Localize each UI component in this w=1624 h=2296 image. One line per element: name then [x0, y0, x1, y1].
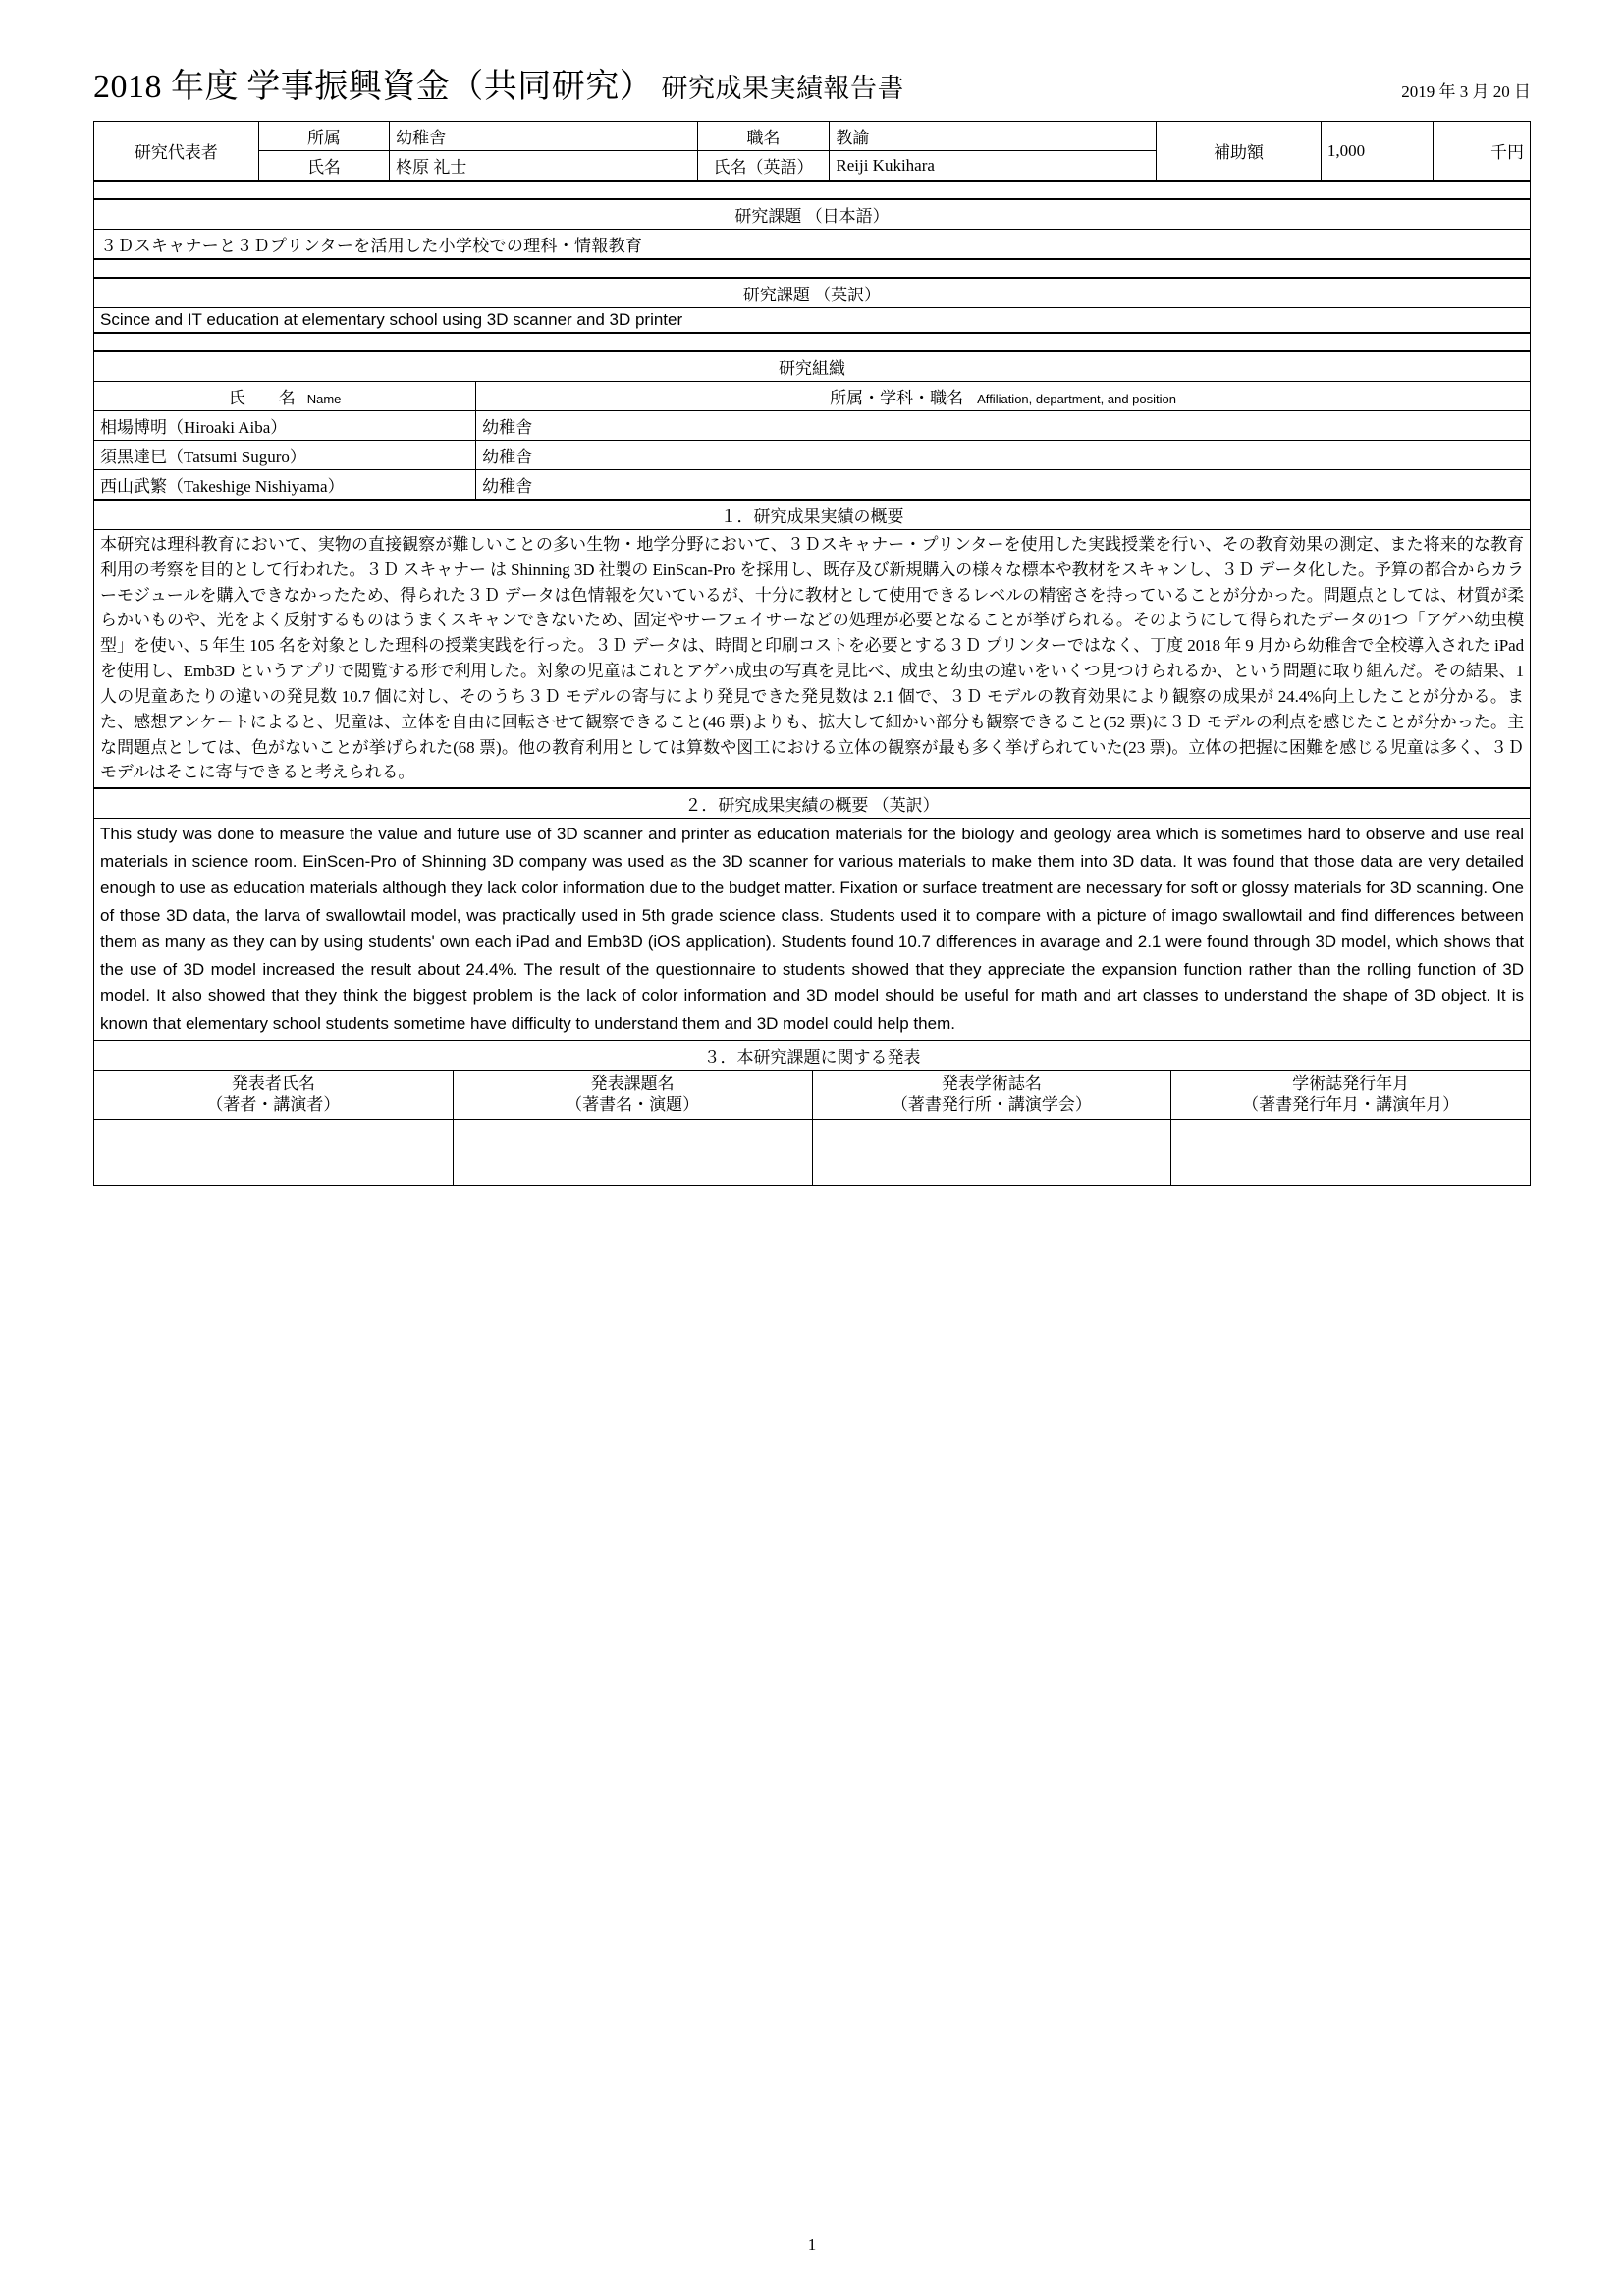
publications-col-date-line2: （著書発行年月・講演年月）: [1242, 1095, 1460, 1115]
publications-col-title-line2: （著書名・演題）: [566, 1095, 700, 1115]
summary-en-table: [93, 788, 1531, 1040]
table-row: [94, 279, 1531, 308]
table-row: [94, 530, 1531, 788]
title-year: 2018 年度: [93, 69, 239, 105]
affiliation-label: 所属: [258, 122, 389, 151]
research-title-jp-table: [93, 199, 1531, 259]
title-main: 学事振興資金（共同研究）: [246, 69, 654, 105]
affiliation-value: 幼稚舎: [390, 122, 698, 151]
table-row: [94, 308, 1531, 333]
table-row: [94, 1120, 1531, 1186]
publications-band: ３．本研究課題に関する発表: [94, 1041, 1531, 1070]
subsidy-label: 補助額: [1157, 122, 1322, 181]
member-affiliation: 幼稚舎: [476, 470, 1531, 500]
organization-col-affiliation-jp: 所属・学科・職名: [830, 389, 964, 407]
publications-col-date: [1171, 1070, 1531, 1120]
research-title-en-band: 研究課題 （英訳）: [94, 279, 1531, 308]
publication-journal: [812, 1120, 1171, 1186]
title-sub: 研究成果実績報告書: [661, 74, 904, 103]
publications-col-author: [94, 1070, 454, 1120]
spacer: [93, 181, 1531, 199]
name-label: 氏名: [258, 151, 389, 181]
table-row: [94, 441, 1531, 470]
publications-col-author-line2: （著者・講演者）: [206, 1095, 341, 1115]
publications-col-author-line1: 発表者氏名: [231, 1073, 315, 1093]
publication-author: [94, 1120, 454, 1186]
name-en-label: 氏名（英語）: [697, 151, 830, 181]
table-row: [94, 200, 1531, 230]
spacer: [93, 333, 1531, 351]
summary-jp-band: １．研究成果実績の概要: [94, 501, 1531, 530]
member-name: 相場博明（Hiroaki Aiba）: [94, 411, 476, 441]
position-value: 教諭: [830, 122, 1157, 151]
table-row: [94, 411, 1531, 441]
publications-col-journal-line2: （著書発行所・講演学会）: [891, 1095, 1092, 1115]
publications-table: [93, 1041, 1531, 1187]
table-row: [94, 501, 1531, 530]
summary-jp-text: 本研究は理科教育において、実物の直接観察が難しいことの多い生物・地学分野において、３Ｄスキャナー・プリンターを使用した実践授業を行い、その教育効果の測定、また将来的な教育利用の考察を目的として行われた。３Ｄ スキャナー は Shinning 3D 社製の EinScan-Pro を採用し、既存及び新規購入の様々な標本や教材をスキャンし、３Ｄ データ化した。予算の都合からカラーモジュールを購入できなかったため、得られた３Ｄ データは色情報を欠いているが、十分に教材として使用できるレベルの精密さを持っていることが分かった。問題点としては、材質が柔らかいものや、光をよく反射するものはうまくスキャンできないため、固定やサーフェイサーなどの処理が必要となることが挙げられる。そのようにして得られたデータの1つ「アゲハ幼虫模型」を使い、5 年生 105 名を対象とした理科の授業実践を行った。３Ｄ データは、時間と印刷コストを必要とする３Ｄ プリンターではなく、丁度 2018 年 9 月から幼稚舎で全校導入された iPad を使用し、Emb3D というアプリで閲覧する形で利用した。対象の児童はこれとアゲハ成虫の写真を見比べ、成虫と幼虫の違いをいくつ見つけられるか、という問題に取り組んだ。その結果、1 人の児童あたりの違いの発見数 10.7 個に対し、そのうち３Ｄ モデルの寄与により発見できた発見数は 2.1 個で、３Ｄ モデルの教育効果により観察の成果が 24.4%向上したことが分かる。また、感想アンケートによると、児童は、立体を自由に回転させて観察できること(46 票)よりも、拡大して細かい部分も観察できること(52 票)に３Ｄ モデルの利点を感じたことが分かった。主な問題点としては、色がないことが挙げられた(68 票)。他の教育利用としては算数や図工における立体の観察が最も多く挙げられていた(23 票)。立体の把握に困難を感じる児童は多く、３Ｄ モデルはそこに寄与できると考えられる。: [94, 530, 1531, 788]
table-row: [94, 470, 1531, 500]
table-header-row: [94, 1070, 1531, 1120]
table-row: [94, 819, 1531, 1040]
member-affiliation: 幼稚舎: [476, 411, 1531, 441]
subsidy-unit: 千円: [1434, 122, 1531, 181]
document-header: [93, 59, 1531, 107]
publications-col-date-line1: 学術誌発行年月: [1292, 1073, 1410, 1093]
spacer: [93, 259, 1531, 278]
representative-table: [93, 121, 1531, 181]
organization-col-affiliation: [476, 382, 1531, 411]
summary-jp-table: [93, 500, 1531, 788]
organization-col-name-jp: 氏 名: [228, 389, 296, 407]
summary-en-text: This study was done to measure the value and future use of 3D scanner and printer as education materials for the biology and geology area which is sometimes hard to observe and use real materials in science room. EinScen-Pro of Shinning 3D company was used as the 3D scanner for various materials to make them into 3D data. It was found that those data are very detailed enough to use as education materials although they lack color information due to the budget matter. Fixation or surface treatment are necessary for soft or glossy materials for 3D scanning. One of those 3D data, the larva of swallowtail model, was practically used in 5th grade science class. Students used it to compare with a picture of imago swallowtail and find differences between them as many as they can by using students' own each iPad and Emb3D (iOS application). Students found 10.7 differences in avarage and 2.1 were found through 3D model, which shows that the use of 3D model increased the result about 24.4%. The result of the questionnaire to students showed that they appreciate the expansion function rather than the rolling function of 3D model. It also showed that they think the biggest problem is the lack of color information and 3D model should be useful for math and art classes to understand the shape of 3D object. It is known that elementary school students sometime have difficulty to understand them and 3D model could help them.: [94, 819, 1531, 1040]
page-number: 1: [807, 2235, 817, 2254]
organization-col-name: [94, 382, 476, 411]
summary-en-band: ２．研究成果実績の概要 （英訳）: [94, 789, 1531, 819]
research-title-jp-value: ３Ｄスキャナーと３Ｄプリンターを活用した小学校での理科・情報教育: [94, 230, 1531, 259]
organization-band: 研究組織: [94, 352, 1531, 382]
table-row: [94, 352, 1531, 382]
member-name: 須黒達巳（Tatsumi Suguro）: [94, 441, 476, 470]
publication-date: [1171, 1120, 1531, 1186]
publications-col-title: [453, 1070, 812, 1120]
organization-col-affiliation-en: Affiliation, department, and position: [977, 392, 1176, 406]
research-title-en-table: [93, 278, 1531, 333]
publications-col-journal: [812, 1070, 1171, 1120]
member-affiliation: 幼稚舎: [476, 441, 1531, 470]
table-row: [94, 230, 1531, 259]
research-title-jp-band: 研究課題 （日本語）: [94, 200, 1531, 230]
table-row: [94, 789, 1531, 819]
research-title-en-value: Scince and IT education at elementary school using 3D scanner and 3D printer: [94, 308, 1531, 333]
table-row: [94, 122, 1531, 151]
member-name: 西山武繁（Takeshige Nishiyama）: [94, 470, 476, 500]
publications-col-title-line1: 発表課題名: [590, 1073, 675, 1093]
document-date: 2019 年 3 月 20 日: [1401, 82, 1531, 101]
representative-label: 研究代表者: [94, 122, 259, 181]
name-value: 柊原 礼士: [390, 151, 698, 181]
organization-table: [93, 351, 1531, 500]
organization-col-name-en: Name: [306, 392, 342, 406]
name-en-value: Reiji Kukihara: [830, 151, 1157, 181]
table-row: [94, 382, 1531, 411]
subsidy-value: 1,000: [1321, 122, 1433, 181]
page-title: [93, 59, 904, 107]
position-label: 職名: [697, 122, 830, 151]
publications-col-journal-line1: 発表学術誌名: [941, 1073, 1042, 1093]
publication-title: [453, 1120, 812, 1186]
table-row: [94, 1041, 1531, 1070]
